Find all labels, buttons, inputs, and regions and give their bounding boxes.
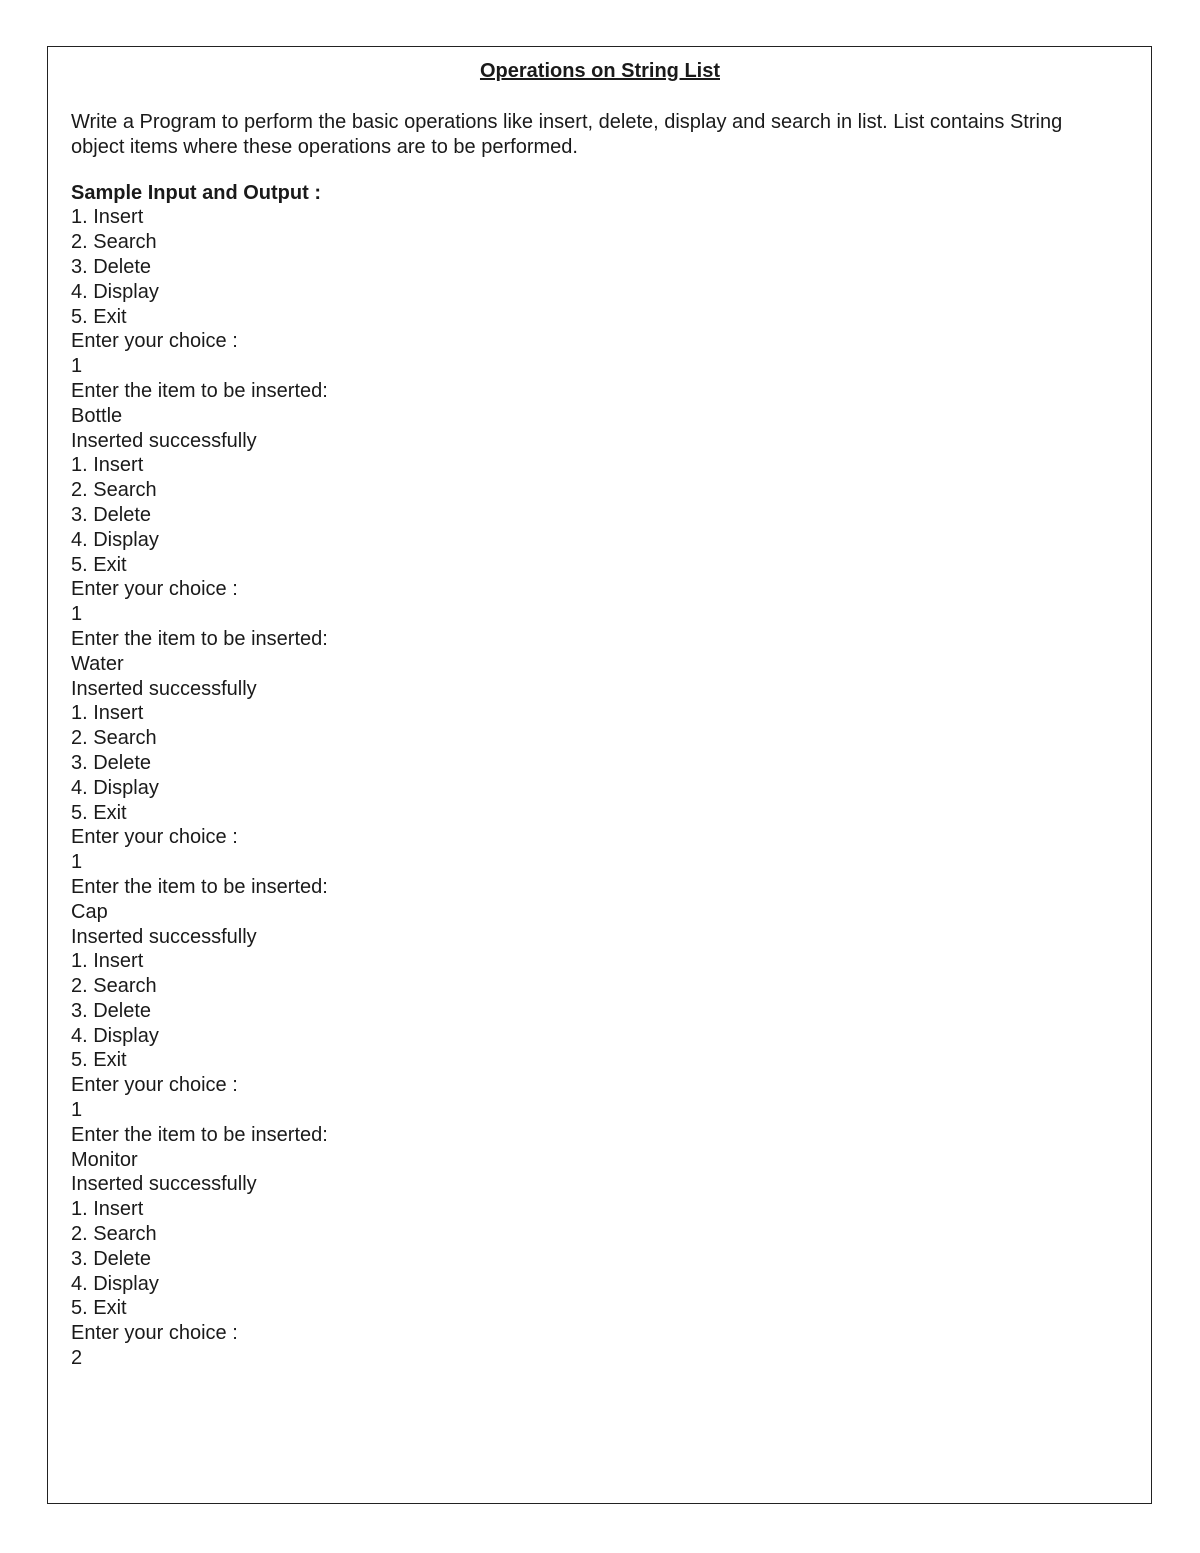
io-line: 2. Search [71,231,157,254]
io-line: Enter your choice : [71,578,238,601]
io-line: 1. Insert [71,702,144,725]
io-line: Monitor [71,1148,138,1171]
sample-io-lines [71,205,1121,1370]
io-line: 3. Delete [71,751,152,774]
io-line: 2. Search [71,1223,157,1246]
io-line: 2. Search [71,975,157,998]
io-line: 1 [71,851,83,874]
io-line: Inserted successfully [71,677,257,700]
io-line: Enter your choice : [71,826,238,849]
io-line: 3. Delete [71,1247,152,1270]
io-line: 5. Exit [71,801,127,824]
io-line: 5. Exit [71,305,127,328]
page-title: Operations on String List [479,60,720,82]
io-line: 3. Delete [71,503,152,526]
io-line: Inserted successfully [71,429,257,452]
io-line: 1 [71,355,83,378]
io-line: Enter your choice : [71,1074,238,1097]
io-line: Inserted successfully [71,925,257,948]
io-line: 4. Display [71,1272,159,1295]
io-line: Enter the item to be inserted: [71,379,328,402]
io-line: Cap [71,900,108,923]
io-line: Enter your choice : [71,1322,238,1345]
io-line: 4. Display [71,1024,159,1047]
io-line: 2. Search [71,727,157,750]
io-line: Water [71,652,124,675]
io-line: 5. Exit [71,553,127,576]
sample-io-heading: Sample Input and Output : [71,181,321,204]
io-line: 1. Insert [71,950,144,973]
io-line: 4. Display [71,280,159,303]
io-line: Enter the item to be inserted: [71,1123,328,1146]
io-line: Enter the item to be inserted: [71,875,328,898]
io-line: 1. Insert [71,1198,144,1221]
io-line: 1. Insert [71,454,144,477]
io-line: 2. Search [71,479,157,502]
io-line: 3. Delete [71,255,152,278]
io-line: 3. Delete [71,999,152,1022]
io-line: 5. Exit [71,1049,127,1072]
io-line: 1 [71,1099,83,1122]
problem-statement: Write a Program to perform the basic operations like insert, delete, display and search in list. List contains String object items where these operations are to be performed. [71,111,1063,158]
io-line: 1. Insert [71,206,144,229]
io-line: Inserted successfully [71,1173,257,1196]
io-line: 2 [71,1347,83,1370]
document-body [71,110,1121,1371]
io-line: 5. Exit [71,1297,127,1320]
io-line: 1 [71,603,83,626]
io-line: Bottle [71,404,123,427]
io-line: 4. Display [71,528,159,551]
io-line: 4. Display [71,776,159,799]
io-line: Enter your choice : [71,330,238,353]
io-line: Enter the item to be inserted: [71,627,328,650]
